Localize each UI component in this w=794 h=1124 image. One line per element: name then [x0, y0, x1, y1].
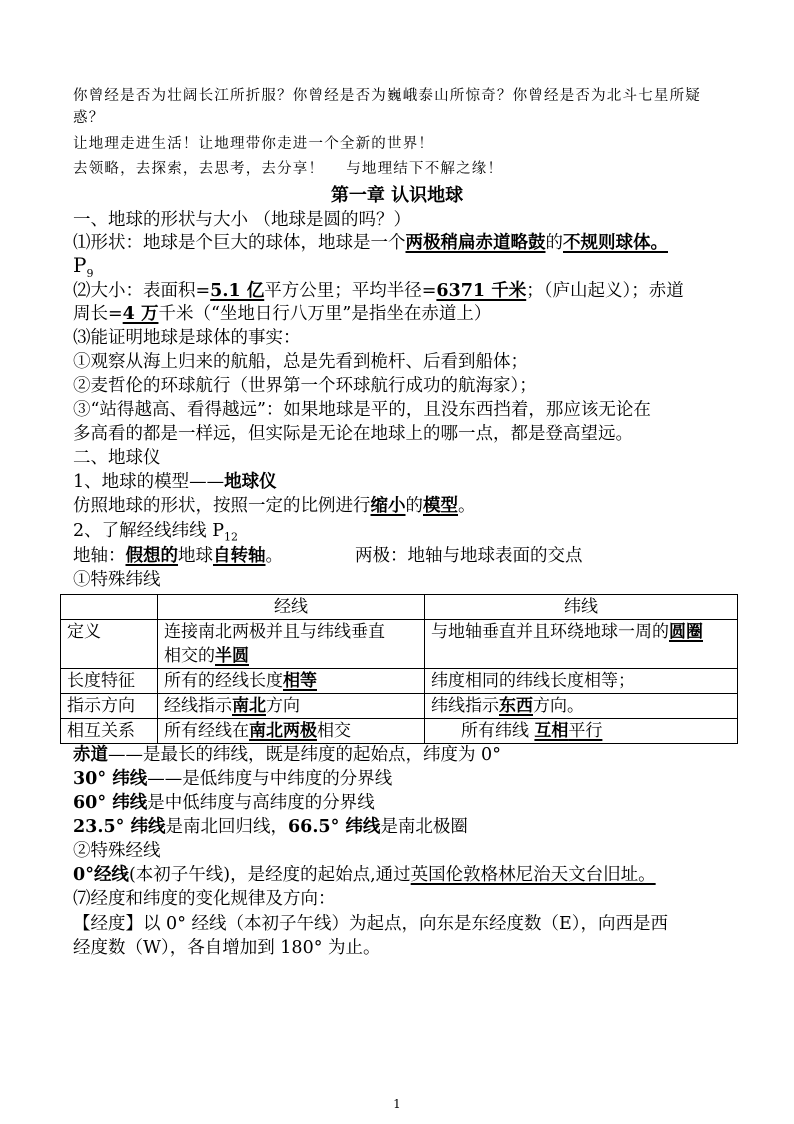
text: 方向 [266, 696, 300, 716]
text: ——是低纬度与中纬度的分界线 [147, 769, 393, 789]
key-term: 0 [73, 865, 86, 885]
special-latitude-heading: ①特殊纬线 [73, 570, 161, 590]
key-term: 南北 [232, 696, 266, 716]
text: 纬线指示 [431, 696, 499, 716]
text: 的 [405, 496, 423, 516]
text: 。 [458, 496, 476, 516]
imitation-line [73, 492, 476, 517]
key-term: 66.5° 纬线 [287, 817, 381, 837]
key-term: 缩小 [370, 496, 406, 516]
meridian-parallel-table [60, 594, 738, 744]
proof-item: ①观察从海上归来的航船，总是先看到桅杆、后看到船体； [73, 352, 528, 372]
text: 所有经线在 [164, 721, 249, 741]
text: 12 [223, 530, 238, 544]
special-longitude-heading: ②特殊经线 [73, 841, 161, 861]
text: 地球 [178, 546, 213, 566]
table-header-cell: 纬线 [425, 595, 738, 620]
key-term: 不规则球体。 [563, 233, 668, 253]
intro-line [73, 157, 503, 178]
text: 9 [86, 267, 94, 280]
intro-line: 让地理走进生活！让地理带你走进一个全新的世界！ [73, 136, 435, 152]
proof-item: ②麦哲伦的环球航行（世界第一个环球航行成功的航海家）； [73, 376, 537, 396]
text: (本初子午线)，是经度的起始点,通过 [128, 865, 411, 885]
key-term: 自转轴 [213, 546, 266, 566]
lines-heading [73, 517, 238, 544]
key-term: 两极稍扁赤道略鼓 [405, 233, 546, 253]
text: 2、了解经线纬线 P [73, 521, 224, 541]
table-cell [425, 719, 738, 744]
table-row [61, 620, 738, 669]
text: 1、地球的模型—— [73, 472, 225, 492]
key-term: 半圆 [215, 646, 249, 666]
row-label: 定义 [61, 620, 158, 669]
equator-line [73, 741, 501, 766]
key-term: 假想的 [125, 546, 178, 566]
table-row [61, 669, 738, 694]
key-term: 相等 [283, 671, 317, 691]
intro-text: 去领略，去探索，去思考，去分享！ [73, 161, 325, 177]
table-cell [158, 620, 425, 669]
table-cell: 纬度相同的纬线长度相等； [425, 669, 738, 694]
size-line [73, 300, 491, 325]
text: 是南北回归线， [165, 817, 288, 837]
key-term: 圆圈 [669, 622, 703, 642]
section-heading: 一、地球的形状与大小 （地球是圆的吗？） [73, 210, 412, 230]
key-term: 6371 千米 [436, 281, 527, 301]
row-label: 指示方向 [61, 694, 158, 719]
text: P [73, 253, 87, 277]
text: 地轴： [73, 546, 126, 566]
text: 连接南北两极并且与纬线垂直 [164, 622, 385, 642]
tropics-polar-line [73, 813, 468, 838]
text: 千米（“坐地日行八万里”是指坐在赤道上） [158, 304, 492, 324]
table-cell [425, 694, 738, 719]
table-cell [158, 694, 425, 719]
intro-line: 你曾经是否为壮阔长江所折服？你曾经是否为巍峨泰山所惊奇？你曾经是否为北斗七星所疑 [73, 88, 701, 104]
key-term: 赤道 [73, 745, 108, 765]
size-line [73, 277, 684, 302]
shape-line [73, 229, 668, 254]
text: 是中低纬度与高纬度的分界线 [147, 793, 375, 813]
text: 的 [545, 233, 563, 253]
key-term: 英国伦敦格林尼治天文台旧址。 [410, 865, 656, 885]
text: 周长= [73, 304, 123, 324]
longitude-rule: 经度数（W），各自增加到 180° 为止。 [73, 938, 381, 958]
page-number: 1 [393, 1097, 401, 1111]
chapter-title: 第一章 认识地球 [330, 185, 464, 206]
intro-text: 与地理结下不解之缘！ [346, 161, 504, 177]
proof-heading: ⑶能证明地球是球体的事实： [73, 328, 301, 348]
longitude-rule: 【经度】以 0° 经线（本初子午线）为起点，向东是东经度数（E），向西是西 [73, 914, 669, 934]
text: 所有的经线长度 [164, 671, 283, 691]
text: 所有纬线 [461, 721, 535, 741]
text: 方向。 [533, 696, 584, 716]
text: 是南北极圈 [380, 817, 468, 837]
text: 仿照地球的形状，按照一定的比例进行 [73, 496, 371, 516]
table-header-cell [61, 595, 158, 620]
key-term: 4 万 [122, 304, 159, 324]
section-heading: 二、地球仪 [73, 448, 161, 468]
row-label: 长度特征 [61, 669, 158, 694]
axis-line [73, 542, 283, 567]
text: ——是最长的纬线，既是纬度的起始点，纬度为 0° [108, 745, 501, 765]
text: 平行 [568, 721, 603, 741]
key-term: 30° 纬线 [73, 769, 148, 789]
table-cell [425, 620, 738, 669]
page-reference [73, 253, 93, 280]
text: 相交的 [164, 646, 215, 666]
table-row [61, 719, 738, 744]
key-term: 东西 [499, 696, 533, 716]
key-term: 5.1 亿 [210, 281, 265, 301]
table-cell [158, 669, 425, 694]
text: 与地轴垂直并且环绕地球一周的 [431, 622, 669, 642]
key-term: °经线 [85, 865, 129, 885]
text: ⑴形状：地球是个巨大的球体，地球是一个 [73, 233, 406, 253]
proof-item: ③“站得越高、看得越远”：如果地球是平的，且没东西挡着，那应该无论在 [73, 400, 651, 420]
text: 经线指示 [164, 696, 232, 716]
text: ；（庐山起义）；赤道 [526, 281, 684, 301]
text: 相交 [317, 721, 351, 741]
key-term: 60° 纬线 [73, 793, 148, 813]
rules-heading: ⑺经度和纬度的变化规律及方向： [73, 889, 336, 909]
table-header-row [61, 595, 738, 620]
table-cell [158, 719, 425, 744]
key-term: 地球仪 [224, 472, 277, 492]
latitude-30-line [73, 765, 392, 790]
key-term: 互相 [534, 721, 569, 741]
text: 。 [265, 546, 283, 566]
key-term: 南北两极 [249, 721, 317, 741]
prime-meridian-line [73, 861, 656, 886]
text: 平方公里；平均半径= [264, 281, 437, 301]
intro-line: 惑？ [73, 110, 105, 126]
text: ⑵大小：表面积= [73, 281, 211, 301]
table-row [61, 694, 738, 719]
key-term: 模型 [423, 496, 458, 516]
key-term: 23.5° 纬线 [73, 817, 166, 837]
latitude-60-line [73, 789, 375, 814]
row-label: 相互关系 [61, 719, 158, 744]
proof-item: 多高看的都是一样远，但实际是无论在地球上的哪一点，都是登高望远。 [73, 424, 633, 444]
model-line [73, 468, 277, 493]
poles-definition: 两极：地轴与地球表面的交点 [355, 546, 583, 566]
table-header-cell: 经线 [158, 595, 425, 620]
